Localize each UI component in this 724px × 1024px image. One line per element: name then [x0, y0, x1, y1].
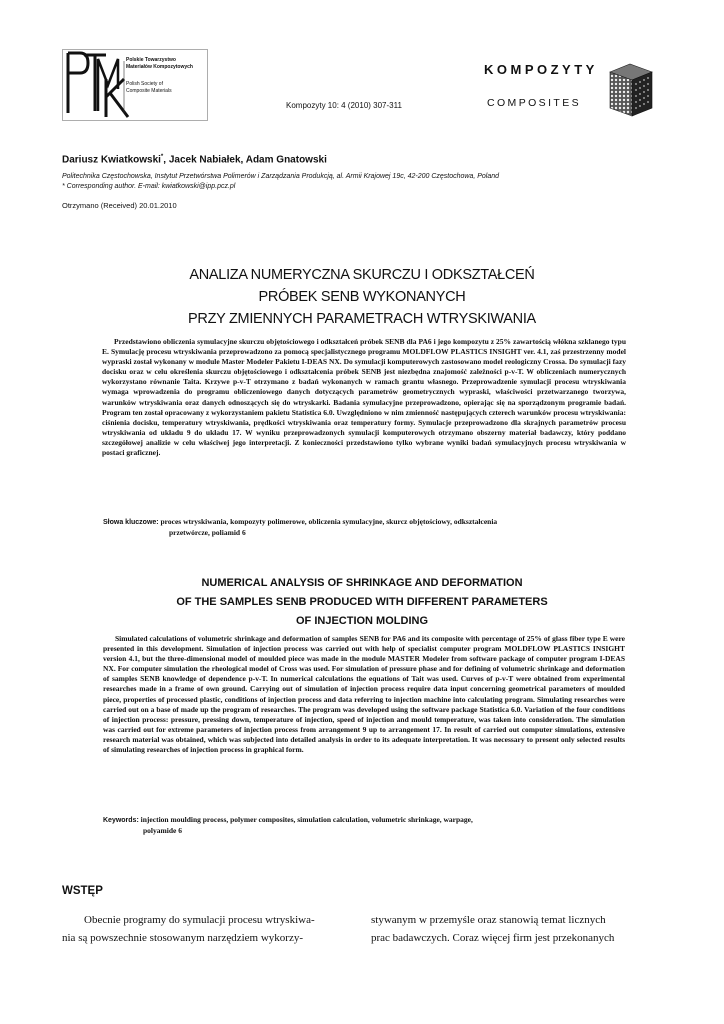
- affiliation: Politechnika Częstochowska, Instytut Przetwórstwa Polimerów i Zarządzania Produkcją, al. Armii Krajowej 19c, 42-200 Częstochowa, Poland: [62, 173, 500, 180]
- body-col1-line-2: nia są powszechnie stosowanym narzędziem wykorzy-: [62, 932, 304, 944]
- abstract-pl: [102, 337, 626, 458]
- keywords-pl-line-2: przetwórcze, poliamid 6: [169, 528, 246, 537]
- title-pl-line-3: PRZY ZMIENNYCH PARAMETRACH WTRYSKIWANIA: [188, 311, 536, 327]
- keywords-en-line-1: injection moulding process, polymer composites, simulation calculation, volumetric shrinkage, warpage,: [140, 815, 473, 824]
- society-logo: [62, 49, 208, 121]
- society-name-en-1: Polish Society of: [126, 81, 163, 87]
- journal-reference: Kompozyty 10: 4 (2010) 307-311: [286, 101, 402, 110]
- journal-logo: [484, 60, 659, 120]
- section-heading: WSTĘP: [62, 885, 103, 897]
- author-list: [62, 154, 327, 165]
- corresponding-author: * Corresponding author. E-mail: kwiatkowski@ipp.pcz.pl: [62, 183, 236, 190]
- journal-logo-title: KOMPOZYTY: [484, 62, 598, 77]
- keywords-en: [103, 815, 625, 826]
- composite-cube-icon: [606, 62, 656, 118]
- title-en-line-1: NUMERICAL ANALYSIS OF SHRINKAGE AND DEFORMATION: [201, 577, 523, 589]
- keywords-pl: [103, 517, 625, 528]
- keywords-pl-label: Słowa kluczowe:: [103, 519, 159, 526]
- title-en-line-3: OF INJECTION MOLDING: [296, 615, 428, 627]
- body-col1-line-1: Obecnie programy do symulacji procesu wtryskiwa-: [84, 914, 315, 926]
- corresponding-mark: *: [160, 154, 164, 160]
- keywords-en-line-2: polyamide 6: [143, 826, 182, 835]
- abstract-pl-text: Przedstawiono obliczenia symulacyjne skurczu objętościowego i odkształceń próbek SENB dla PA6 i jego kompozytu z 25% zawartością włókna szklanego typu E. Symulację procesu wtryskiwania przeprowadzono za pomocą specjalistycznego programu MOLDFLOW PLASTICS INSIGHT ver. 4.1, zaś przestrzenny model wypraski został wykonany w module Master Modeler Pakietu I-DEAS NX. Do symulacji komputerowych zastosowano model reologiczny Crossa. Do symulacji fazy docisku oraz w celu określenia skurczu objętościowego i odkształcenia próbek SENB jest niezbędna znajomość zależności p-v-T. W obliczeniach numerycznych wykorzystano równanie Taita. Krzywe p-v-T otrzymano z badań wykonanych w ramach grantu własnego. Przeprowadzenie symulacji procesu wtryskiwania wymaga wprowadzenia do programu obliczeniowego danych dotyczących parametrów geometrycznych wypraski, właściwości przetwarzanego tworzywa, warunków wtryskiwania oraz danych odnoszących się do wtryskarki. Badania symulacyjne przeprowadzono, opierając się na sporządzonym programie badań. Program ten został opracowany z wykorzystaniem pakietu Statistica 6.0. Uwzględniono w nim zmienność następujących czterech warunków procesu wtryskiwania: ciśnienia docisku, temperatury wtryskiwania, prędkości wtryskiwania oraz temperatury formy. Symulacje przeprowadzono dla skrajnych parametrów procesu wtryskiwania od układu 9 do układu 17. W wyniku przeprowadzonych symulacji komputerowych otrzymano obszerny materiał badawczy, który poddano szczegółowej analizie w celu właściwej jego interpretacji. Z konieczności przedstawiono tylko wybrane wyniki badań symulacyjnych procesu wtryskiwania w postaci graficznej.: [102, 337, 626, 458]
- abstract-en: [103, 634, 625, 755]
- title-pl-line-1: ANALIZA NUMERYCZNA SKURCZU I ODKSZTAŁCEŃ: [189, 267, 535, 283]
- society-name-pl-1: Polskie Towarzystwo: [126, 57, 176, 63]
- title-en-line-2: OF THE SAMPLES SENB PRODUCED WITH DIFFERENT PARAMETERS: [176, 596, 548, 608]
- received-date: Otrzymano (Received) 20.01.2010: [62, 201, 177, 210]
- body-col2-line-2: prac badawczych. Coraz więcej firm jest przekonanych: [371, 932, 615, 944]
- journal-logo-subtitle: COMPOSITES: [487, 97, 582, 109]
- title-pl-line-2: PRÓBEK SENB WYKONANYCH: [258, 289, 466, 305]
- body-col2-line-1: stywanym w przemyśle oraz stanowią temat licznych: [371, 914, 606, 926]
- keywords-pl-line-1: proces wtryskiwania, kompozyty polimerowe, obliczenia symulacyjne, skurcz objętościowy, odkształcenia: [160, 517, 498, 526]
- society-name-pl-2: Materiałów Kompozytowych: [126, 64, 193, 70]
- author-names-first: Dariusz Kwiatkowski: [62, 154, 161, 166]
- keywords-en-label: Keywords:: [103, 817, 139, 824]
- abstract-en-text: Simulated calculations of volumetric shrinkage and deformation of samples SENB for PA6 and its composite with percentage of 25% of glass fiber type E were presented in this development. Simulation of injection process was carried out with help of specialist computer program MOLDFLOW PLASTICS INSIGHT version 4.1, but the three-dimensional model of moulded piece was made in the module MASTER Modeler from software package of computer program I-DEAS NX. For computer simulation the rheological model of Cross was used. For simulation of pressure phase and for defining of volumetric shrinkage and deformation of samples SENB knowledge of dependence p-v-T. In numerical calculations the equations of Tait was used. Curves of p-v-T were obtained from experimental researches made in a frame of own ground. Carrying out of simulation of injection process require data input concerning geometrical parameters of moulded piece, properties of processed plastic, conditions of injection process and data referring to injection machine into calculating program. Simulating researches were carried out on a base of made up the program of researches. The program was developed using the software package Statistica 6.0. Variation of the four conditions of injection process: pressure, pressing down, temperature of injection, speed of injection and mould temperature, was taken into consideration. The simulation was carried out for extreme parameters of injection process from arrangement 9 up to arrangement 17. In result of carried out computer simulations, extensive research material was obtained, which was subjected into detailed analysis in order to its adequate interpretation. It was necessary to present only selected results of simulating researches of injection process in graphical form.: [103, 634, 625, 755]
- society-name-en-2: Composite Materials: [126, 88, 172, 94]
- author-names-rest: , Jacek Nabiałek, Adam Gnatowski: [163, 154, 327, 166]
